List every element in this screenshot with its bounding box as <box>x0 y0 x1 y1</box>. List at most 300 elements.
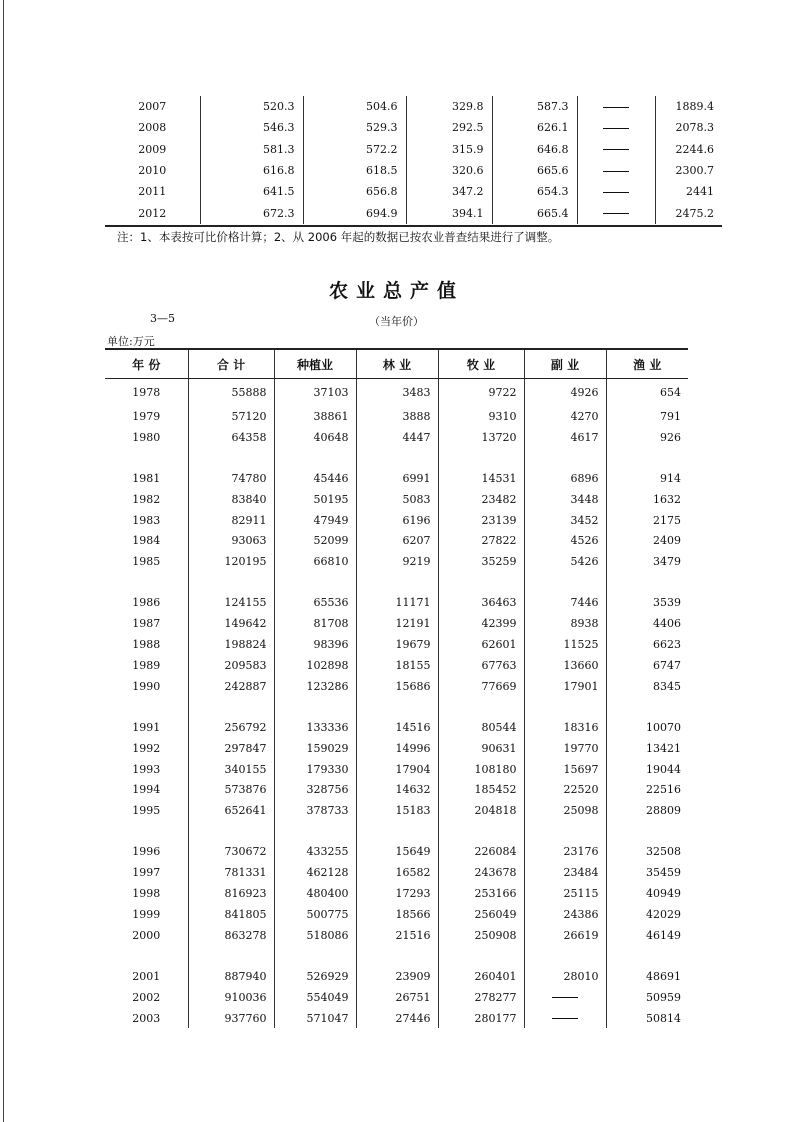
value-cell: 50814 <box>606 1008 688 1029</box>
spacer-cell <box>356 821 438 842</box>
table-footnote: 注：1、本表按可比价格计算；2、从 2006 年起的数据已按农业普查结果进行了调整。 <box>117 230 560 244</box>
value-cell: 6207 <box>356 530 438 551</box>
spacer-cell <box>105 946 188 967</box>
price-basis-subtitle: （当年价） <box>369 315 424 328</box>
value-cell: 616.8 <box>200 160 303 181</box>
year-cell: 2011 <box>138 185 167 199</box>
value-cell: 526929 <box>274 966 356 987</box>
value-cell: 641.5 <box>200 181 303 202</box>
value-cell: 8938 <box>524 613 606 634</box>
value-cell: 45446 <box>274 468 356 489</box>
value-cell: 27822 <box>438 530 524 551</box>
value-cell: 914 <box>606 468 688 489</box>
value-cell: 16582 <box>356 862 438 883</box>
table-row <box>105 676 688 697</box>
value-cell: 315.9 <box>406 139 492 160</box>
spacer-cell <box>105 448 188 469</box>
value-cell: 4406 <box>606 613 688 634</box>
value-cell: 665.6 <box>492 160 577 181</box>
value-cell: 2409 <box>606 530 688 551</box>
value-cell: 98396 <box>274 634 356 655</box>
spacer-cell <box>356 572 438 593</box>
value-cell: 260401 <box>438 966 524 987</box>
year-cell: 1990 <box>132 679 161 693</box>
dash-mark <box>552 997 578 998</box>
value-cell: 378733 <box>274 800 356 821</box>
value-cell: 77669 <box>438 676 524 697</box>
value-cell: 23139 <box>438 510 524 531</box>
value-cell: 863278 <box>188 925 274 946</box>
value-cell: 123286 <box>274 676 356 697</box>
year-cell: 2007 <box>138 100 167 114</box>
value-cell: 573876 <box>188 779 274 800</box>
value-cell: 13421 <box>606 738 688 759</box>
value-cell: 12191 <box>356 613 438 634</box>
spacer-cell <box>438 946 524 967</box>
spacer-cell <box>606 946 688 967</box>
value-cell: 40949 <box>606 883 688 904</box>
spacer-cell <box>524 946 606 967</box>
value-cell: 297847 <box>188 738 274 759</box>
spacer-cell <box>188 821 274 842</box>
value-cell: 694.9 <box>303 202 406 223</box>
spacer-cell <box>438 697 524 718</box>
value-cell: 27446 <box>356 1008 438 1029</box>
value-cell: 81708 <box>274 613 356 634</box>
agricultural-output-table-body <box>105 379 688 1029</box>
table-row <box>105 510 688 531</box>
value-cell: 3452 <box>524 510 606 531</box>
value-cell: 1889.4 <box>655 96 722 117</box>
year-cell: 1993 <box>132 762 161 776</box>
table-row <box>105 987 688 1008</box>
year-cell: 1983 <box>132 513 161 527</box>
table-row <box>105 551 688 572</box>
spacer-cell <box>524 697 606 718</box>
year-cell: 1982 <box>132 492 161 506</box>
year-cell: 1986 <box>132 596 161 610</box>
table-row <box>105 406 688 427</box>
year-cell: 1978 <box>132 386 161 399</box>
value-cell: 6196 <box>356 510 438 531</box>
value-cell: 14996 <box>356 738 438 759</box>
value-cell: 2244.6 <box>655 139 722 160</box>
value-cell: 18316 <box>524 717 606 738</box>
value-cell: 209583 <box>188 655 274 676</box>
header-year: 年 份 <box>105 349 188 379</box>
value-cell: 3448 <box>524 489 606 510</box>
value-cell: 665.4 <box>492 202 577 223</box>
value-cell: 278277 <box>438 987 524 1008</box>
value-cell: 17293 <box>356 883 438 904</box>
value-cell: 480400 <box>274 883 356 904</box>
value-cell: 32508 <box>606 842 688 863</box>
value-cell: 15697 <box>524 759 606 780</box>
year-cell: 2001 <box>132 969 161 983</box>
value-cell: 64358 <box>188 427 274 448</box>
spacer-cell <box>438 448 524 469</box>
value-cell: 587.3 <box>492 96 577 117</box>
value-cell: 3888 <box>356 406 438 427</box>
table-row <box>105 593 688 614</box>
value-cell: 654.3 <box>492 181 577 202</box>
spacer-cell <box>188 448 274 469</box>
value-cell: 11525 <box>524 634 606 655</box>
header-crop-farming: 种植业 <box>274 349 356 379</box>
value-cell: 108180 <box>438 759 524 780</box>
value-cell: 520.3 <box>200 96 303 117</box>
value-cell: 433255 <box>274 842 356 863</box>
value-cell: 159029 <box>274 738 356 759</box>
value-cell: 626.1 <box>492 117 577 138</box>
spacer-cell <box>274 572 356 593</box>
table-row <box>105 181 722 202</box>
spacer-cell <box>606 697 688 718</box>
value-cell: 5426 <box>524 551 606 572</box>
value-cell: 26619 <box>524 925 606 946</box>
value-cell: 292.5 <box>406 117 492 138</box>
no-data-dash <box>577 117 655 138</box>
table-row <box>105 96 722 117</box>
value-cell: 23482 <box>438 489 524 510</box>
value-cell: 22516 <box>606 779 688 800</box>
header-fishery: 渔 业 <box>606 349 688 379</box>
value-cell: 26751 <box>356 987 438 1008</box>
spacer-cell <box>438 572 524 593</box>
spacer-cell <box>606 572 688 593</box>
value-cell: 47949 <box>274 510 356 531</box>
value-cell: 9219 <box>356 551 438 572</box>
spacer-cell <box>606 821 688 842</box>
table-row <box>105 427 688 448</box>
value-cell: 40648 <box>274 427 356 448</box>
year-cell: 1984 <box>132 534 161 548</box>
value-cell: 62601 <box>438 634 524 655</box>
value-cell: 198824 <box>188 634 274 655</box>
value-cell: 133336 <box>274 717 356 738</box>
table-row <box>105 738 688 759</box>
dash-mark <box>552 1018 578 1019</box>
value-cell: 791 <box>606 406 688 427</box>
year-cell: 1992 <box>132 741 161 755</box>
value-cell: 4526 <box>524 530 606 551</box>
value-cell: 280177 <box>438 1008 524 1029</box>
dash-mark <box>603 192 629 193</box>
table-row <box>105 468 688 489</box>
value-cell: 17901 <box>524 676 606 697</box>
header-animal-husbandry: 牧 业 <box>438 349 524 379</box>
table-row <box>105 530 688 551</box>
year-cell: 2002 <box>132 990 161 1004</box>
value-cell: 9310 <box>438 406 524 427</box>
value-cell: 4447 <box>356 427 438 448</box>
value-cell: 50195 <box>274 489 356 510</box>
table-row <box>105 160 722 181</box>
value-cell: 185452 <box>438 779 524 800</box>
dash-mark <box>603 149 629 150</box>
value-cell: 28010 <box>524 966 606 987</box>
value-cell: 253166 <box>438 883 524 904</box>
value-cell: 52099 <box>274 530 356 551</box>
value-cell: 50959 <box>606 987 688 1008</box>
value-cell: 19770 <box>524 738 606 759</box>
table-row <box>105 139 722 160</box>
value-cell: 120195 <box>188 551 274 572</box>
value-cell: 13720 <box>438 427 524 448</box>
value-cell: 48691 <box>606 966 688 987</box>
table-row <box>105 1008 688 1029</box>
table-row <box>105 842 688 863</box>
value-cell: 8345 <box>606 676 688 697</box>
value-cell: 329.8 <box>406 96 492 117</box>
value-cell: 90631 <box>438 738 524 759</box>
value-cell: 554049 <box>274 987 356 1008</box>
value-cell: 500775 <box>274 904 356 925</box>
value-cell: 256049 <box>438 904 524 925</box>
value-cell: 320.6 <box>406 160 492 181</box>
year-cell: 1991 <box>132 720 161 734</box>
value-cell: 7446 <box>524 593 606 614</box>
no-data-dash <box>577 96 655 117</box>
table-row <box>105 779 688 800</box>
value-cell: 18155 <box>356 655 438 676</box>
no-data-dash <box>577 202 655 223</box>
value-cell: 4270 <box>524 406 606 427</box>
value-cell: 35459 <box>606 862 688 883</box>
spacer-cell <box>188 697 274 718</box>
table-header-row <box>105 349 688 379</box>
value-cell: 37103 <box>274 379 356 407</box>
table-row <box>105 800 688 821</box>
spacer-cell <box>524 448 606 469</box>
value-cell: 23176 <box>524 842 606 863</box>
value-cell: 2441 <box>655 181 722 202</box>
no-data-dash <box>524 1008 606 1029</box>
value-cell: 25115 <box>524 883 606 904</box>
value-cell: 646.8 <box>492 139 577 160</box>
value-cell: 179330 <box>274 759 356 780</box>
value-cell: 17904 <box>356 759 438 780</box>
value-cell: 42029 <box>606 904 688 925</box>
table-row <box>105 904 688 925</box>
value-cell: 6747 <box>606 655 688 676</box>
spacer-cell <box>524 572 606 593</box>
table-row <box>105 202 722 223</box>
year-cell: 1994 <box>132 783 161 797</box>
value-cell: 19679 <box>356 634 438 655</box>
value-cell: 571047 <box>274 1008 356 1029</box>
value-cell: 841805 <box>188 904 274 925</box>
value-cell: 730672 <box>188 842 274 863</box>
spacer-cell <box>524 821 606 842</box>
value-cell: 394.1 <box>406 202 492 223</box>
value-cell: 340155 <box>188 759 274 780</box>
spacer-cell <box>274 946 356 967</box>
value-cell: 55888 <box>188 379 274 407</box>
spacer-cell <box>274 697 356 718</box>
table-row <box>105 613 688 634</box>
value-cell: 816923 <box>188 883 274 904</box>
value-cell: 328756 <box>274 779 356 800</box>
dash-mark <box>603 213 629 214</box>
value-cell: 36463 <box>438 593 524 614</box>
continued-index-table <box>105 96 722 224</box>
spacer-cell <box>188 946 274 967</box>
spacer-cell <box>105 572 188 593</box>
value-cell: 82911 <box>188 510 274 531</box>
value-cell: 937760 <box>188 1008 274 1029</box>
year-cell: 1997 <box>132 866 161 880</box>
year-cell: 2010 <box>138 164 167 178</box>
spacer-cell <box>438 821 524 842</box>
spacer-cell <box>356 946 438 967</box>
table-row <box>105 925 688 946</box>
value-cell: 546.3 <box>200 117 303 138</box>
table-row <box>105 759 688 780</box>
value-cell: 15183 <box>356 800 438 821</box>
value-cell: 149642 <box>188 613 274 634</box>
value-cell: 23484 <box>524 862 606 883</box>
year-cell: 1981 <box>132 471 161 485</box>
year-cell: 1985 <box>132 555 161 569</box>
value-cell: 11171 <box>356 593 438 614</box>
value-cell: 529.3 <box>303 117 406 138</box>
spacer-cell <box>188 572 274 593</box>
value-cell: 65536 <box>274 593 356 614</box>
value-cell: 2175 <box>606 510 688 531</box>
year-cell: 1989 <box>132 658 161 672</box>
value-cell: 243678 <box>438 862 524 883</box>
value-cell: 66810 <box>274 551 356 572</box>
value-cell: 15686 <box>356 676 438 697</box>
no-data-dash <box>577 139 655 160</box>
value-cell: 74780 <box>188 468 274 489</box>
year-cell: 2012 <box>138 206 167 220</box>
value-cell: 19044 <box>606 759 688 780</box>
page-left-border <box>3 0 4 1122</box>
value-cell: 22520 <box>524 779 606 800</box>
continued-index-table-body <box>105 96 722 224</box>
spacer-cell <box>356 448 438 469</box>
dash-mark <box>603 107 629 108</box>
value-cell: 226084 <box>438 842 524 863</box>
table-row <box>105 655 688 676</box>
value-cell: 6896 <box>524 468 606 489</box>
value-cell: 13660 <box>524 655 606 676</box>
value-cell: 25098 <box>524 800 606 821</box>
year-cell: 2008 <box>138 121 167 135</box>
spacer-cell <box>105 697 188 718</box>
year-cell: 1998 <box>132 887 161 901</box>
unit-label: 单位:万元 <box>107 335 155 348</box>
value-cell: 14516 <box>356 717 438 738</box>
value-cell: 24386 <box>524 904 606 925</box>
year-cell: 2003 <box>132 1011 161 1025</box>
value-cell: 57120 <box>188 406 274 427</box>
spacer-cell <box>274 821 356 842</box>
value-cell: 2300.7 <box>655 160 722 181</box>
group-spacer-row <box>105 448 688 469</box>
agricultural-output-table <box>105 348 688 1028</box>
value-cell: 2078.3 <box>655 117 722 138</box>
value-cell: 1632 <box>606 489 688 510</box>
header-forestry: 林 业 <box>356 349 438 379</box>
value-cell: 4617 <box>524 427 606 448</box>
value-cell: 93063 <box>188 530 274 551</box>
value-cell: 35259 <box>438 551 524 572</box>
value-cell: 781331 <box>188 862 274 883</box>
value-cell: 347.2 <box>406 181 492 202</box>
no-data-dash <box>577 160 655 181</box>
value-cell: 23909 <box>356 966 438 987</box>
spacer-cell <box>274 448 356 469</box>
value-cell: 654 <box>606 379 688 407</box>
table-row <box>105 966 688 987</box>
value-cell: 80544 <box>438 717 524 738</box>
table-number: 3—5 <box>150 312 175 325</box>
value-cell: 3539 <box>606 593 688 614</box>
year-cell: 2000 <box>132 928 161 942</box>
value-cell: 3479 <box>606 551 688 572</box>
value-cell: 6991 <box>356 468 438 489</box>
value-cell: 5083 <box>356 489 438 510</box>
year-cell: 1988 <box>132 638 161 652</box>
header-total: 合 计 <box>188 349 274 379</box>
value-cell: 14632 <box>356 779 438 800</box>
year-cell: 1996 <box>132 845 161 859</box>
value-cell: 38861 <box>274 406 356 427</box>
value-cell: 2475.2 <box>655 202 722 223</box>
value-cell: 572.2 <box>303 139 406 160</box>
value-cell: 652641 <box>188 800 274 821</box>
value-cell: 42399 <box>438 613 524 634</box>
value-cell: 14531 <box>438 468 524 489</box>
table-row <box>105 489 688 510</box>
table-row <box>105 634 688 655</box>
value-cell: 4926 <box>524 379 606 407</box>
spacer-cell <box>356 697 438 718</box>
table-row <box>105 117 722 138</box>
value-cell: 618.5 <box>303 160 406 181</box>
value-cell: 3483 <box>356 379 438 407</box>
dash-mark <box>603 171 629 172</box>
value-cell: 887940 <box>188 966 274 987</box>
value-cell: 256792 <box>188 717 274 738</box>
year-cell: 2009 <box>138 142 167 156</box>
value-cell: 28809 <box>606 800 688 821</box>
table-row <box>105 379 688 407</box>
spacer-cell <box>105 821 188 842</box>
value-cell: 9722 <box>438 379 524 407</box>
year-cell: 1999 <box>132 907 161 921</box>
table-bottom-rule <box>105 225 722 227</box>
year-cell: 1987 <box>132 617 161 631</box>
year-cell: 1995 <box>132 804 161 818</box>
spacer-cell <box>606 448 688 469</box>
group-spacer-row <box>105 946 688 967</box>
no-data-dash <box>577 181 655 202</box>
value-cell: 67763 <box>438 655 524 676</box>
value-cell: 581.3 <box>200 139 303 160</box>
no-data-dash <box>524 987 606 1008</box>
group-spacer-row <box>105 697 688 718</box>
value-cell: 672.3 <box>200 202 303 223</box>
year-cell: 1979 <box>132 409 161 423</box>
value-cell: 18566 <box>356 904 438 925</box>
value-cell: 518086 <box>274 925 356 946</box>
table-row <box>105 862 688 883</box>
page-title: 农业总产值 <box>328 280 464 302</box>
